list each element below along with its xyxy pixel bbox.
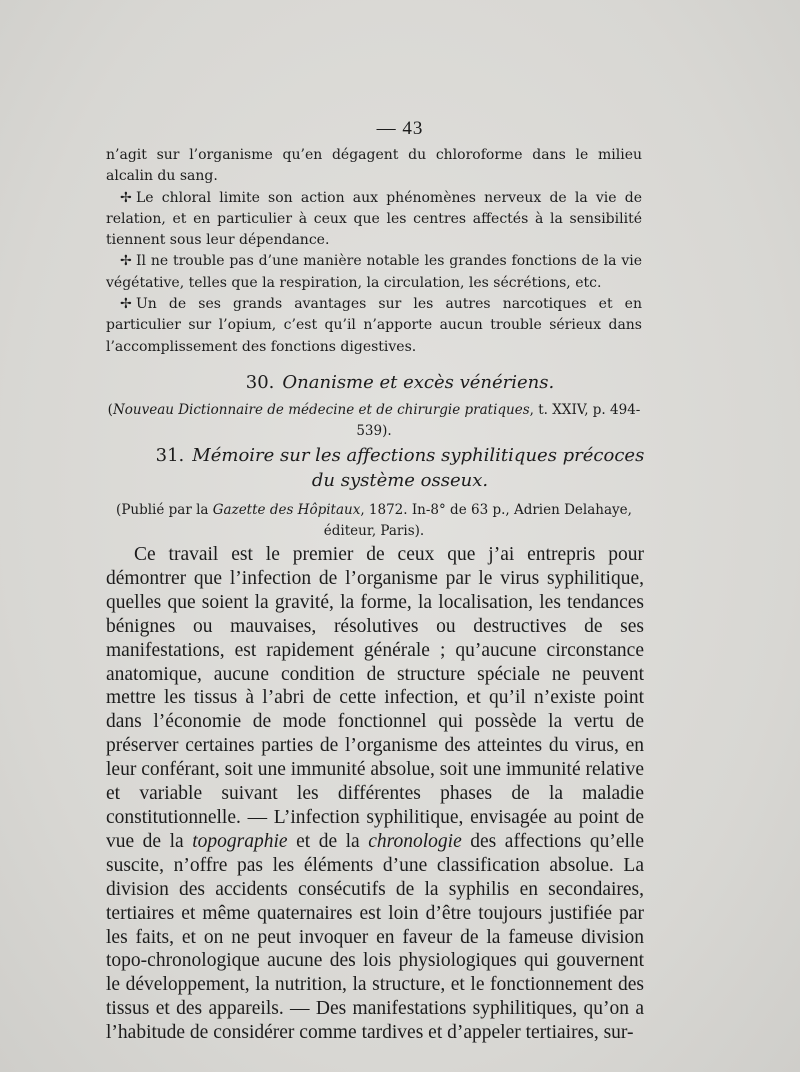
bullet-mark-icon: ✢ — [120, 253, 132, 270]
intro-paragraph-1: n’agit sur l’organisme qu’en dégagent du chloroforme dans le milieu alcalin du sang. — [106, 147, 642, 185]
section-30-number: 30. — [245, 372, 275, 393]
emphasis-chronologie: chronologie — [368, 830, 462, 852]
section-30-ref-title: Nouveau Dictionnaire de médecine et de chirurgie pratiques — [112, 402, 530, 418]
bullet-mark-icon: ✢ — [120, 296, 132, 313]
bullet-mark-icon: ✢ — [120, 189, 132, 206]
section-31-reference: (Publié par la Gazette des Hôpitaux, 1872. In-8° de 63 p., Adrien Delahaye, éditeur, Paris). — [116, 502, 632, 539]
intro-block — [106, 145, 642, 358]
section-31-heading — [0, 445, 800, 466]
intro-paragraph-3: ✢ Il ne trouble pas d’une manière notable les grandes fonctions de la vie végétative, telles que la respiration, la circulation, les sécrétions, etc. — [106, 253, 642, 291]
section-30-reference: (Nouveau Dictionnaire de médecine et de chirurgie pratiques, t. XXIV, p. 494-539). — [107, 402, 641, 439]
section-31-ref-journal: Gazette des Hôpitaux — [212, 502, 361, 518]
emphasis-topographie: topographie — [192, 830, 288, 852]
main-body-text — [106, 543, 644, 1045]
section-31-title-line1: Mémoire sur les affections syphilitiques précoces — [192, 445, 645, 466]
section-31-heading-line2 — [0, 470, 800, 491]
intro-paragraph-2: ✢ Le chloral limite son action aux phénomènes nerveux de la vie de relation, et en particulier à ceux que les centres affectés à la sensibilité tiennent sous leur dépendance. — [106, 189, 642, 249]
main-paragraph: Ce travail est le premier de ceux que j’ai entrepris pour démontrer que l’infection de l’organisme par le virus syphilitique, quelles que soient la gravité, la forme, la localisation, les tendances bénignes ou mauvaises, résolutives ou destructives de ses manifestations, est rapidement générale ; qu’aucune circonstance anatomique, aucune condition de structure spéciale ne peuvent mettre les tissus à l’abri de cette infection, et qu’il n’existe point dans l’économie de mode fonctionnel qui possède la vertu de préserver certaines parties de l’organisme des atteintes du virus, en leur conférant, soit une immunité absolue, soit une immunité relative et variable suivant les différentes phases de la maladie constitutionnelle. — L’infection syphilitique, envisagée au point de vue de la topographie et de la chronologie des affections qu’elle suscite, n’offre pas les éléments d’une classification absolue. La division des accidents consécutifs de la syphilis en secondaires, tertiaires et même quaternaires est loin d’être toujours justifiée par les faits, et on ne peut invoquer en faveur de la fameuse division topo-chronologique aucune des lois physiologiques qui gouvernent le développement, la nutrition, la structure, et le fonctionnement des tissus et des appareils. — Des manifestations syphilitiques, qu’on a l’habitude de considérer comme tardives et d’appeler tertiaires, sur- — [106, 544, 644, 1044]
intro-paragraph-4: ✢ Un de ses grands avantages sur les autres narcotiques et en particulier sur l’opium, c’est qu’il n’apporte aucun trouble sérieux dans l’accomplissement des fonctions digestives. — [106, 296, 642, 355]
section-30-heading — [0, 372, 800, 393]
section-30-title: Onanisme et excès vénériens. — [282, 372, 555, 393]
section-31-title-line2: du système osseux. — [311, 470, 489, 491]
section-31-number: 31. — [155, 445, 185, 466]
page-number: — 43 — [376, 118, 424, 139]
